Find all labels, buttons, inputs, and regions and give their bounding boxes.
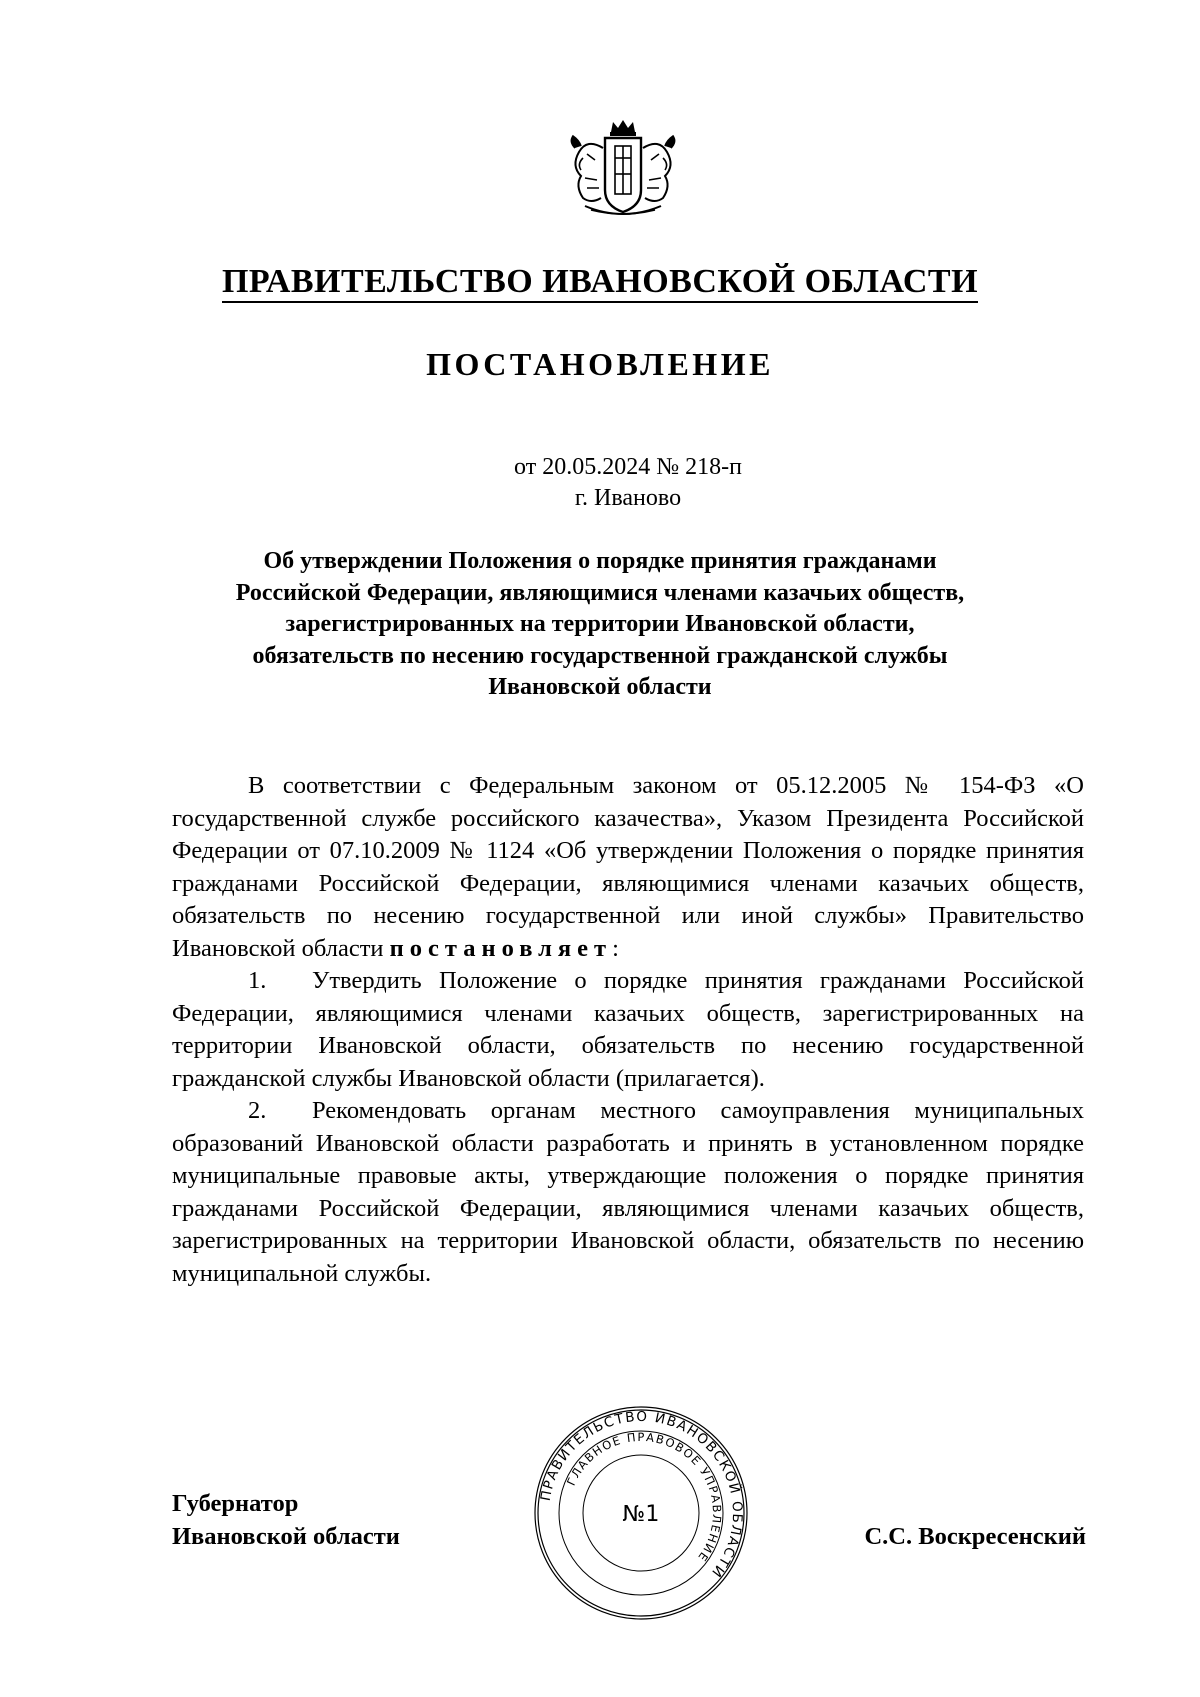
seal-number: №1 <box>622 1502 660 1527</box>
seal-inner-text <box>564 1430 724 1565</box>
coat-of-arms-icon <box>561 118 685 220</box>
decree-item-1 <box>172 965 1084 1095</box>
position-line: Ивановской области <box>172 1523 400 1550</box>
item-number: 1. <box>248 967 267 994</box>
position-line: Губернатор <box>172 1490 299 1517</box>
decree-item-2 <box>172 1095 1084 1290</box>
government-name <box>0 262 1200 302</box>
document-date-number: от 20.05.2024 № 218-п <box>514 454 742 480</box>
document-subject <box>160 546 1040 704</box>
signatory-name: С.С. Воскресенский <box>864 1523 1086 1550</box>
preamble-paragraph <box>172 770 1084 965</box>
document-type: ПОСТАНОВЛЕНИЕ <box>426 346 774 382</box>
preamble-text: В соответствии с Федеральным законом от 05.12.2005 № 154-ФЗ «О государственной службе российского казачества», Указом Президента Российской Федерации от 07.10.2009 № 1124 «Об утверждении Положения о порядке принятия гражданами Российской Федерации, являющимися членами казачьих обществ, обязательств по несению государственной или иной службы» Правительство Ивановской области <box>172 772 1084 962</box>
decrees-colon: : <box>612 934 619 962</box>
document-body <box>172 770 1084 1290</box>
subject-line: зарегистрированных на территории Ивановской области, <box>285 611 915 637</box>
government-name-text: ПРАВИТЕЛЬСТВО ИВАНОВСКОЙ ОБЛАСТИ <box>222 263 978 303</box>
item-text: Утвердить Положение о порядке принятия гражданами Российской Федерации, являющимися членами казачьих обществ, зарегистрированных на территории Ивановской области, обязательств по несению государственной гражданской службы Ивановской области (прилагается). <box>172 967 1084 1092</box>
item-number: 2. <box>248 1097 267 1124</box>
official-seal <box>530 1402 752 1624</box>
subject-line: Российской Федерации, являющимися членами казачьих обществ, <box>235 579 965 606</box>
item-text: Рекомендовать органам местного самоуправления муниципальных образований Ивановской области разработать и принять в установленном порядке муниципальные правовые акты, утверждающие положения о порядке принятия гражданами Российской Федерации, являющимися членами казачьих обществ, зарегистрированных на территории Ивановской области, обязательств по несению муниципальной службы. <box>172 1097 1084 1287</box>
subject-line: Об утверждении Положения о порядке принятия гражданами <box>263 548 937 574</box>
seal-outer-text-path: ПРАВИТЕЛЬСТВО ИВАНОВСКОЙ ОБЛАСТИ <box>537 1408 746 1581</box>
signatory-position <box>172 1487 400 1553</box>
seal-inner-text-path: ГЛАВНОЕ ПРАВОВОЕ УПРАВЛЕНИЕ <box>563 1429 725 1565</box>
subject-line: обязательств по несению государственной гражданской службы <box>252 642 948 669</box>
subject-line: Ивановской области <box>488 674 712 700</box>
document-city: г. Иваново <box>574 485 682 511</box>
decrees-word: постановляет <box>389 934 613 962</box>
